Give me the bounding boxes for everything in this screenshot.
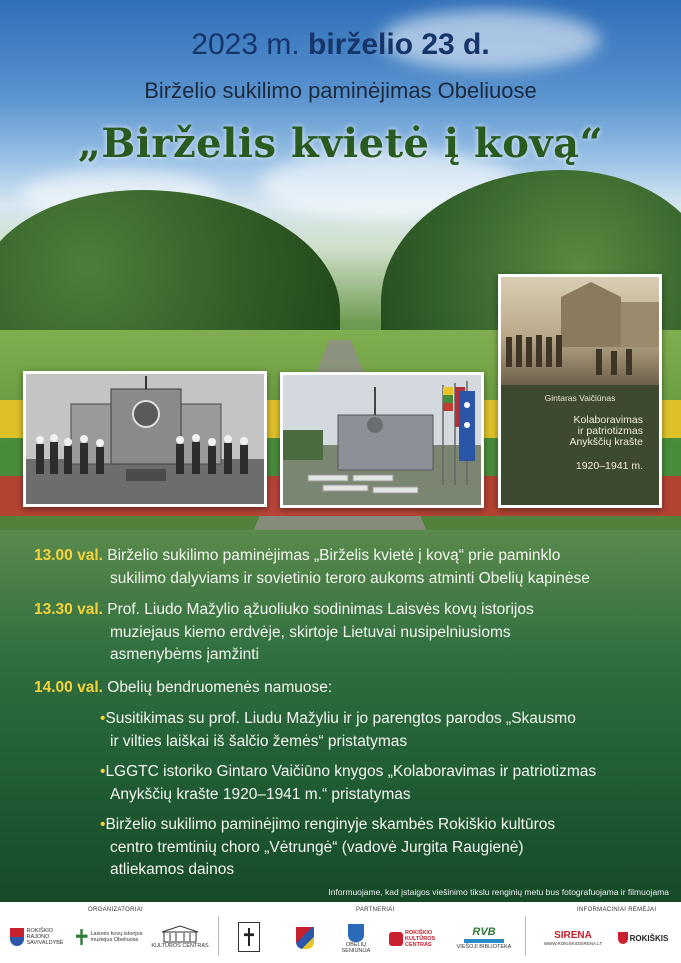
event-motto: „Birželis kvietė į kovą“	[77, 120, 604, 167]
organizers-label: ORGANIZATORIAI	[88, 907, 143, 913]
event-subtitle: Birželio sukilimo paminėjimas Obeliuose	[144, 78, 537, 103]
bullet-dot: •	[100, 816, 106, 833]
bullet-text: ir vilties laiškai iš šalčio žemės“ pristatymas	[110, 732, 408, 750]
footer-divider	[525, 916, 526, 956]
event-date-plain: 2023 m.	[191, 28, 308, 61]
program-item	[34, 599, 674, 667]
footer-divider	[218, 916, 219, 956]
bullet-text: Anykščių krašte 1920–1941 m.“ pristatymas	[110, 785, 411, 803]
partners-label: PARTNERIAI	[356, 907, 395, 913]
historic-monument-photo	[23, 371, 267, 507]
media-sponsors-label: INFORMACINIAI RĖMĖJAI	[577, 907, 657, 913]
obeliai-shield-icon	[348, 924, 364, 942]
program-bullet	[100, 761, 670, 806]
cross-emblem-icon	[238, 922, 260, 952]
partner-logo-emblem	[290, 924, 320, 952]
emblem-icon	[296, 927, 314, 949]
culture-center-logo: KULTŪROS CENTRAS	[150, 922, 210, 952]
book-title-line: Anykščių krašte	[569, 436, 643, 448]
museum-logo: Laisvės kovų istorijos muziejus Obeliuose	[74, 922, 144, 952]
historic-monument-illustration	[26, 374, 264, 504]
program-bullet	[100, 708, 670, 753]
book-cover	[498, 274, 662, 508]
bullet-text: LGGTC istoriko Gintaro Vaičiūno knygos „Kolaboravimas ir patriotizmas	[105, 763, 597, 780]
sirena-logo: SIRENA WWW.ROKISKIOSIRENA.LT	[543, 929, 603, 946]
program-item	[34, 545, 674, 590]
bullet-text: centro tremtinių choro „Vėtrungė“ (vadovė Jurgita Raugienė)	[110, 838, 524, 856]
program-text: Birželio sukilimo paminėjimas „Birželis kvietė į kovą“ prie paminklo	[102, 547, 561, 564]
program-time: 14.00 val.	[34, 679, 103, 696]
book-title-line: Kolaboravimas	[573, 414, 643, 426]
building-icon	[160, 925, 200, 943]
rokiskis-shield-icon	[618, 932, 628, 944]
coat-of-arms-icon	[10, 928, 24, 946]
current-monument-illustration	[283, 375, 481, 505]
book-cover-photo	[501, 277, 659, 385]
program-time: 13.00 val.	[34, 547, 103, 564]
sponsors-footer	[0, 902, 681, 963]
rokiskis-municipality-logo: ROKIŠKIO RAJONO SAVIVALDYBĖ	[8, 922, 66, 952]
bullet-text: Birželio sukilimo paminėjimo renginyje skambės Rokiškio kultūros	[105, 816, 556, 833]
obeliai-eldership-logo: OBELIŲ SENIŪNIJA	[338, 922, 374, 956]
program-text: sukilimo dalyviams ir sovietinio teroro aukoms atminti Obelių kapinėse	[110, 569, 590, 587]
program-text: asmenybėms įamžinti	[110, 646, 260, 663]
program-text: Obelių bendruomenės namuose:	[102, 679, 333, 696]
book-author: Gintaras Vaičiūnas	[544, 393, 616, 403]
program-time: 13.30 val.	[34, 601, 103, 618]
cross-icon	[76, 929, 88, 945]
bullet-text: Susitikimas su prof. Liudu Mažyliu ir jo parengtos parodos „Skausmo	[105, 710, 576, 727]
library-wave-icon	[464, 939, 504, 943]
current-monument-photo	[280, 372, 484, 508]
rokiskis-culture-center-logo: ROKIŠKIO KULTŪROS CENTRAS	[388, 926, 446, 952]
rokiskis-logo: ROKIŠKIS	[612, 926, 674, 950]
filming-notice: Informuojame, kad įstaigos viešinimo tikslu renginių metu bus fotografuojama ir filmuojama	[328, 887, 669, 897]
program-text: Prof. Liudo Mažylio ąžuoliuko sodinimas Laisvės kovų istorijos	[102, 601, 534, 618]
partner-logo-cross	[236, 920, 262, 954]
library-logo: RVB VIEŠOJI BIBLIOTEKA	[456, 926, 512, 950]
program-item	[34, 677, 674, 700]
soldiers-parade-illustration	[501, 277, 659, 385]
bullet-dot: •	[100, 710, 106, 727]
event-date	[0, 28, 681, 62]
bullet-dot: •	[100, 763, 106, 780]
event-date-bold: birželio 23 d.	[308, 28, 490, 61]
book-years: 1920–1941 m.	[575, 460, 643, 472]
program-bullet	[100, 814, 670, 882]
book-title	[513, 415, 643, 448]
program-text: muziejaus kiemo erdvėje, skirtoje Lietuvai nusipelniusioms	[110, 623, 511, 641]
book-title-line: ir patriotizmas	[577, 425, 643, 437]
culture-center-mark-icon	[389, 932, 403, 946]
bullet-text: atliekamos dainos	[110, 861, 235, 878]
